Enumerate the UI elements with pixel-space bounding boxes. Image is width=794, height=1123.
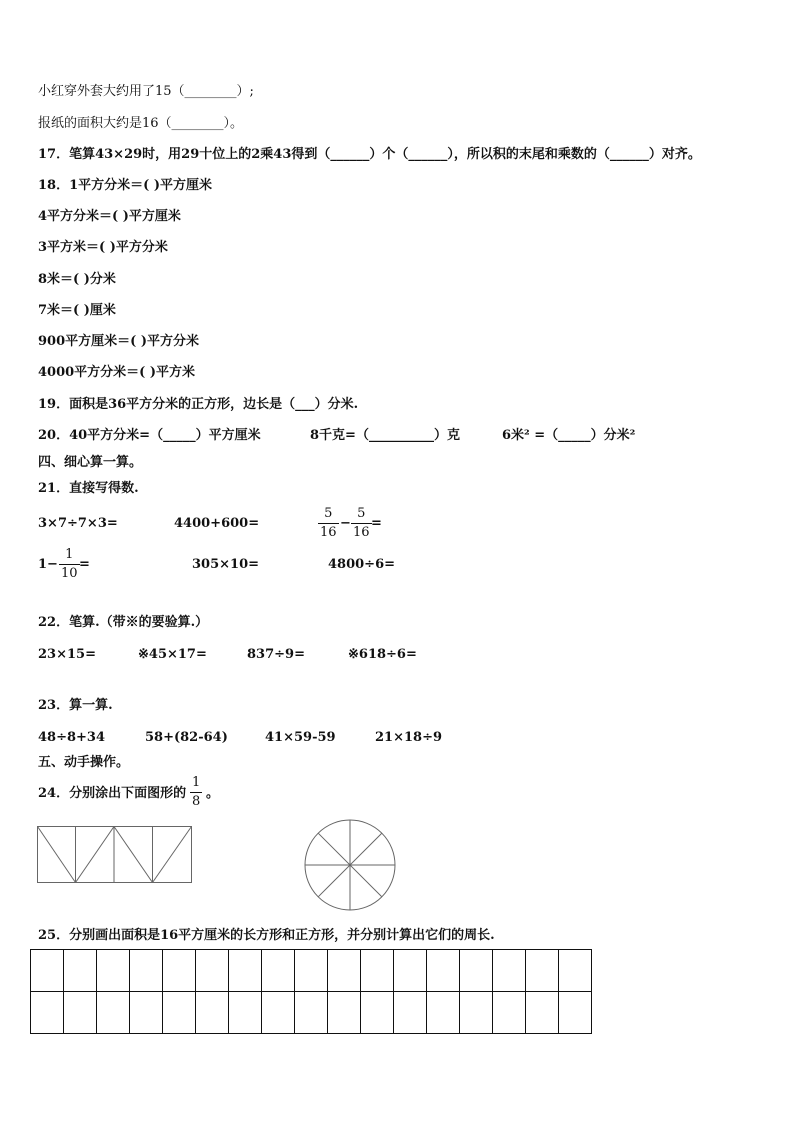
q21-c-numerator-1: 5 <box>324 506 333 521</box>
q21-a: 3×7÷7×3= <box>38 516 118 531</box>
q21-d-denominator: 10 <box>61 566 78 581</box>
question-22: 22．笔算.（带※的要验算.） <box>38 615 209 630</box>
grid-cell <box>97 950 130 992</box>
q21-f: 4800÷6= <box>328 557 396 572</box>
q24-denominator: 8 <box>192 794 201 809</box>
question-20-part-2: 8千克=（__________）克 <box>310 428 460 443</box>
question-24-end: 。 <box>206 786 220 801</box>
grid-cell <box>526 992 559 1034</box>
grid-cell <box>361 950 394 992</box>
grid-cell <box>493 950 526 992</box>
question-20-part-3: 6米² =（_____）分米² <box>502 428 636 443</box>
q24-fraction <box>190 775 202 810</box>
question-25: 25．分别画出面积是16平方厘米的长方形和正方形，并分别计算出它们的周长. <box>38 928 495 943</box>
q23-d: 21×18÷9 <box>375 730 443 745</box>
grid-cell <box>328 992 361 1034</box>
q16-line-2: 报纸的面积大约是16（________）。 <box>38 116 244 131</box>
question-17: 17．笔算43×29时，用29十位上的2乘43得到（______）个（______），所以积的末尾和乘数的（______）对齐。 <box>38 147 701 162</box>
grid-cell <box>163 950 196 992</box>
grid-cell <box>130 992 163 1034</box>
grid-cell <box>196 950 229 992</box>
grid-cell <box>196 992 229 1034</box>
grid-cell <box>229 992 262 1034</box>
q18-item-6: 900平方厘米＝( )平方分米 <box>38 334 199 349</box>
q21-d-prefix: 1− <box>38 557 58 572</box>
q18-item-5: 7米＝( )厘米 <box>38 303 116 318</box>
fraction-bar <box>318 523 339 524</box>
circle-figure <box>300 818 400 912</box>
grid-cell <box>64 950 97 992</box>
question-21: 21．直接写得数. <box>38 481 139 496</box>
q18-item-7: 4000平方分米＝( )平方米 <box>38 365 196 380</box>
q23-a: 48÷8+34 <box>38 730 106 745</box>
grid-cell <box>262 992 295 1034</box>
grid-cell <box>427 992 460 1034</box>
q18-item-2: 4平方分米＝( )平方厘米 <box>38 209 181 224</box>
question-20-part-1: 20．40平方分米=（_____）平方厘米 <box>38 428 261 443</box>
grid-cell <box>229 950 262 992</box>
q21-c-fraction-1 <box>318 506 339 541</box>
fraction-bar <box>190 792 202 793</box>
q23-b: 58+(82-64) <box>145 730 228 745</box>
grid-cell <box>394 992 427 1034</box>
grid-cell <box>31 992 64 1034</box>
section-4-heading: 四、细心算一算。 <box>38 455 143 470</box>
grid-cell <box>526 950 559 992</box>
q22-a: 23×15= <box>38 647 96 662</box>
q22-d: ※618÷6= <box>348 647 417 662</box>
q18-item-4: 8米＝( )分米 <box>38 272 116 287</box>
grid-cell <box>460 992 493 1034</box>
q23-c: 41×59-59 <box>265 730 336 745</box>
grid-cell <box>361 992 394 1034</box>
q21-c-fraction-2 <box>351 506 372 541</box>
q21-e: 305×10= <box>192 557 260 572</box>
q16-line-1: 小红穿外套大约用了15（________）; <box>38 84 254 99</box>
grid-cell <box>559 950 592 992</box>
grid-cell <box>97 992 130 1034</box>
grid-cell <box>262 950 295 992</box>
q21-c-minus: − <box>340 516 351 531</box>
fraction-bar <box>59 564 80 565</box>
question-19: 19．面积是36平方分米的正方形，边长是（___）分米. <box>38 397 359 412</box>
question-18: 18．1平方分米＝( )平方厘米 <box>38 178 212 193</box>
rectangle-figure <box>37 826 193 884</box>
question-24: 24．分别涂出下面图形的 <box>38 786 187 801</box>
question-23: 23．算一算. <box>38 698 113 713</box>
grid-cell <box>295 950 328 992</box>
grid-cell <box>130 950 163 992</box>
grid-cell <box>163 992 196 1034</box>
grid-cell <box>295 992 328 1034</box>
fraction-bar <box>351 523 372 524</box>
q22-b: ※45×17= <box>138 647 207 662</box>
q21-b: 4400+600= <box>174 516 260 531</box>
grid-cell <box>31 950 64 992</box>
q21-d-equals: = <box>79 557 90 572</box>
grid-cell <box>64 992 97 1034</box>
q21-c-denominator-1: 16 <box>320 525 337 540</box>
grid-cell <box>394 950 427 992</box>
q21-d-fraction <box>59 547 80 582</box>
drawing-grid <box>30 949 592 1034</box>
q21-c-numerator-2: 5 <box>357 506 366 521</box>
q21-c-denominator-2: 16 <box>353 525 370 540</box>
q24-numerator: 1 <box>192 775 201 790</box>
grid-cell <box>427 950 460 992</box>
q22-c: 837÷9= <box>247 647 305 662</box>
q18-item-3: 3平方米＝( )平方分米 <box>38 240 168 255</box>
grid-cell <box>460 950 493 992</box>
q21-d-numerator: 1 <box>65 547 74 562</box>
section-5-heading: 五、动手操作。 <box>38 755 130 770</box>
q21-c-equals: = <box>371 516 382 531</box>
grid-cell <box>559 992 592 1034</box>
grid-cell <box>493 992 526 1034</box>
grid-cell <box>328 950 361 992</box>
grid-row <box>31 992 592 1034</box>
grid-row <box>31 950 592 992</box>
